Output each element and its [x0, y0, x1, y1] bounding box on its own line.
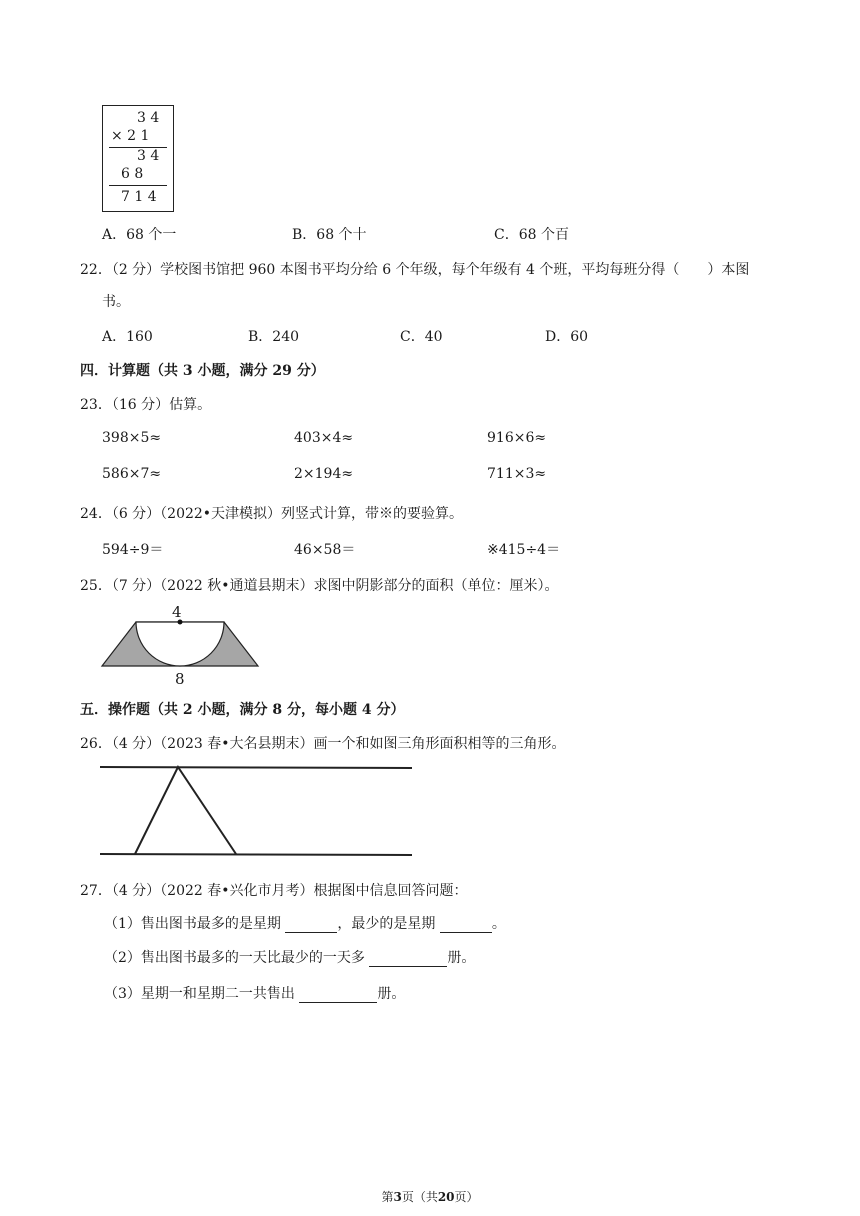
q25-title: 25．（7 分）（2022 秋•通道县期末）求图中阴影部分的面积（单位：厘米）。 [80, 578, 559, 594]
q22-option-a: A．160 [102, 329, 153, 345]
q21-option-a: A．68 个一 [102, 227, 177, 243]
page-number: 3 [393, 1190, 402, 1204]
partial-product-2: 6 8 [121, 166, 144, 182]
q27-sub-3: （3）星期一和星期二一共售出 册。 [104, 986, 406, 1002]
calc-item: 594÷9＝ [102, 542, 164, 558]
vertical-multiplication [102, 105, 174, 212]
estimate-item: 711×3≈ [487, 466, 547, 482]
q27-title: 27．（4 分）（2022 春•兴化市月考）根据图中信息回答问题： [80, 883, 468, 899]
answer-blank[interactable] [299, 1002, 377, 1003]
estimate-item: 398×5≈ [102, 430, 162, 446]
partial-product-1: 3 4 [137, 148, 160, 164]
answer-blank[interactable] [440, 932, 492, 933]
q22-text: 22．（2 分）学校图书馆把 960 本图书平均分给 6 个年级，每个年级有 4 个班，平均每班分得（ ）本图 [80, 262, 750, 278]
estimate-item: 586×7≈ [102, 466, 162, 482]
section-heading-4: 四．计算题（共 3 小题，满分 29 分） [80, 363, 325, 379]
page-total: 20 [437, 1190, 455, 1204]
multiplier: × 2 1 [111, 128, 150, 144]
product: 7 1 4 [121, 189, 157, 205]
estimate-item: 916×6≈ [487, 430, 547, 446]
q24-title: 24．（6 分）（2022•天津模拟）列竖式计算，带※的要验算。 [80, 506, 464, 522]
q26-title: 26．（4 分）（2023 春•大名县期末）画一个和如图三角形面积相等的三角形。 [80, 736, 566, 752]
q23-title: 23．（16 分）估算。 [80, 397, 212, 413]
parallel-lines-triangle-figure [100, 762, 412, 860]
line [109, 185, 167, 186]
multiplicand: 3 4 [137, 110, 160, 126]
top-length-label: 4 [172, 603, 182, 621]
page-footer: 第3页（共20页） [381, 1190, 479, 1204]
bottom-length-label: 8 [175, 670, 185, 688]
q27-sub-1: （1）售出图书最多的是星期 ，最少的是星期 。 [104, 916, 506, 932]
estimate-item: 2×194≈ [294, 466, 354, 482]
q21-option-b: B．68 个十 [292, 227, 367, 243]
section-heading-5: 五．操作题（共 2 小题，满分 8 分，每小题 4 分） [80, 702, 405, 718]
q22-option-c: C．40 [400, 329, 443, 345]
q22-text-cont: 书。 [102, 294, 130, 310]
calc-item: 46×58＝ [294, 542, 356, 558]
q27-sub-2: （2）售出图书最多的一天比最少的一天多 册。 [104, 950, 476, 966]
q21-option-c: C．68 个百 [494, 227, 569, 243]
q22-option-b: B．240 [248, 329, 300, 345]
q22-option-d: D．60 [545, 329, 589, 345]
answer-blank[interactable] [369, 966, 447, 967]
answer-blank[interactable] [285, 932, 337, 933]
estimate-item: 403×4≈ [294, 430, 354, 446]
calc-item: ※415÷4＝ [487, 542, 561, 558]
